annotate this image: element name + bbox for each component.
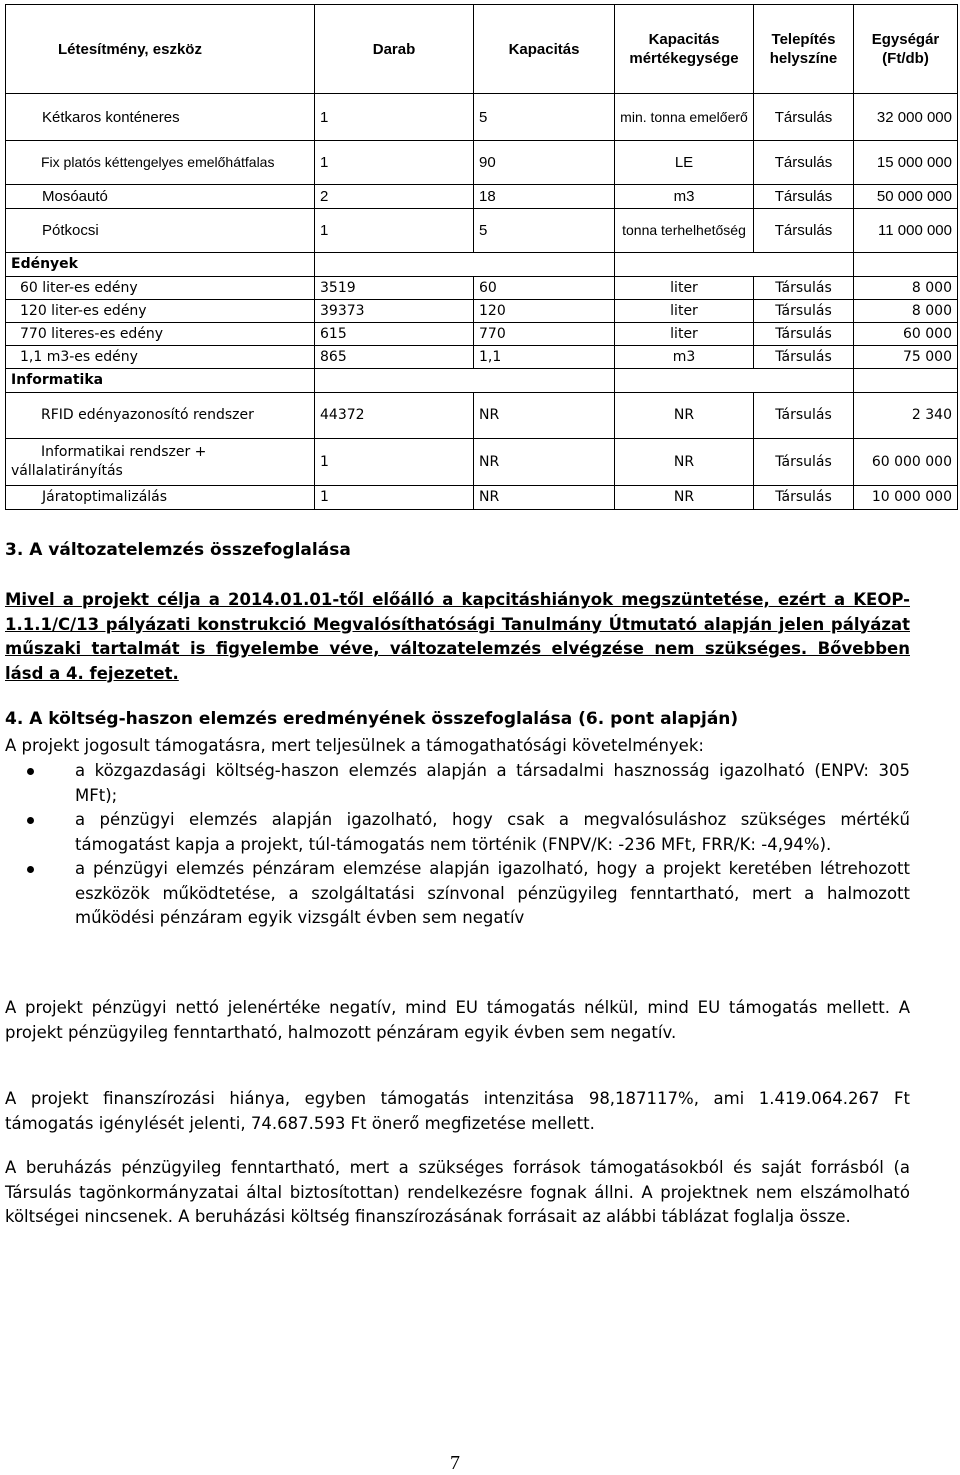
table-row <box>6 141 958 185</box>
cell-unit: NR <box>615 486 754 510</box>
empty-cell <box>854 369 958 393</box>
cell-cap: 18 <box>474 185 615 209</box>
empty-cell <box>315 369 615 393</box>
cell-price: 15 000 000 <box>854 141 958 185</box>
paragraph-npv: A projekt pénzügyi nettó jelenértéke negatív, mind EU támogatás nélkül, mind EU támogatás mellett. A projekt pénzügyileg fenntartható, halmozott pénzáram egyik évben sem negatív. <box>5 998 910 1042</box>
group-row-edenyek <box>6 253 958 277</box>
cell-site: Társulás <box>754 439 854 486</box>
cell-name: Kétkaros konténeres <box>6 94 315 141</box>
equipment-table <box>5 4 958 510</box>
paragraph-sustainability: A beruházás pénzügyileg fenntartható, mert a szükséges források támogatásokból és saját forrásból (a Társulás tagönkormányzatai által biztosítottan) rendelkezésre fognak állni. A projektnek nem elszámolható költségei nincsenek. A beruházási költség finanszírozásának forrásait az alábbi táblázat foglalja össze. <box>5 1158 910 1226</box>
cell-cap: NR <box>474 439 615 486</box>
cell-unit: LE <box>615 141 754 185</box>
list-item: a pénzügyi elemzés alapján igazolható, hogy csak a megvalósuláshoz szükséges mértékű támogatást kapja a projekt, túl-támogatás nem történik (FNPV/K: -236 MFt, FRR/K: -4,94%). <box>5 808 910 857</box>
cell-site: Társulás <box>754 346 854 369</box>
paragraph-financing: A projekt finanszírozási hiánya, egyben támogatás intenzitása 98,187117%, ami 1.419.064.267 Ft támogatás igénylését jelenti, 74.687.593 Ft önerő megfizetése mellett. <box>5 1089 910 1133</box>
table-row <box>6 486 958 510</box>
cell-price: 2 340 <box>854 393 958 439</box>
cell-site: Társulás <box>754 94 854 141</box>
cell-qty: 865 <box>315 346 474 369</box>
cell-name: Fix platós kéttengelyes emelőhátfalas <box>6 141 315 185</box>
cell-name: 120 liter-es edény <box>6 300 315 323</box>
cell-name: Pótkocsi <box>6 209 315 253</box>
cell-cap: 120 <box>474 300 615 323</box>
cell-price: 10 000 000 <box>854 486 958 510</box>
table-row <box>6 300 958 323</box>
header-cell: Kapacitás mértékegysége <box>615 5 754 94</box>
criteria-list <box>5 759 910 931</box>
section-4-intro: A projekt jogosult támogatásra, mert teljesülnek a támogathatósági követelmények: <box>5 736 704 755</box>
header-cell: Telepítés helyszíne <box>754 5 854 94</box>
table-row <box>6 94 958 141</box>
table-row <box>6 185 958 209</box>
group-label: Edények <box>6 253 315 277</box>
cell-cap: NR <box>474 486 615 510</box>
cell-site: Társulás <box>754 209 854 253</box>
table-row <box>6 277 958 300</box>
list-item: a közgazdasági költség-haszon elemzés alapján a társadalmi hasznosság igazolható (ENPV: 305 MFt); <box>5 759 910 808</box>
cell-qty: 3519 <box>315 277 474 300</box>
table-row <box>6 323 958 346</box>
cell-unit: m3 <box>615 185 754 209</box>
cell-unit: m3 <box>615 346 754 369</box>
cell-cap: NR <box>474 393 615 439</box>
cell-qty: 1 <box>315 486 474 510</box>
cell-cap: 90 <box>474 141 615 185</box>
empty-cell <box>615 253 854 277</box>
table-header-row <box>6 5 958 94</box>
cell-unit: liter <box>615 277 754 300</box>
cell-site: Társulás <box>754 185 854 209</box>
cell-name: RFID edényazonosító rendszer <box>6 393 315 439</box>
cell-unit: NR <box>615 439 754 486</box>
section-3-heading: 3. A változatelemzés összefoglalása <box>5 540 351 560</box>
cell-site: Társulás <box>754 393 854 439</box>
cell-price: 8 000 <box>854 277 958 300</box>
header-cell: Egységár (Ft/db) <box>854 5 958 94</box>
group-label: Informatika <box>6 369 315 393</box>
empty-cell <box>315 253 615 277</box>
page-number: 7 <box>450 1452 460 1474</box>
cell-name: Informatikai rendszer + vállalatirányítás <box>6 439 315 486</box>
cell-price: 60 000 000 <box>854 439 958 486</box>
empty-cell <box>615 369 854 393</box>
cell-qty: 1 <box>315 141 474 185</box>
cell-site: Társulás <box>754 300 854 323</box>
cell-name: Mosóautó <box>6 185 315 209</box>
cell-site: Társulás <box>754 141 854 185</box>
section-3-text: Mivel a projekt célja a 2014.01.01-től előálló a kapcitáshiányok megszüntetése, ezért a KEOP-1.1.1/C/13 pályázati konstrukció Megvalósíthatósági Tanulmány Útmutató alapján jelen pályázat műszaki tartalmát is figyelembe véve, változatelemzés elvégzése nem szükséges. Bővebben lásd a 4. fejezetet. <box>5 590 910 683</box>
header-cell: Létesítmény, eszköz <box>6 5 315 94</box>
cell-price: 32 000 000 <box>854 94 958 141</box>
cell-qty: 44372 <box>315 393 474 439</box>
empty-cell <box>854 253 958 277</box>
table-row <box>6 209 958 253</box>
cell-cap: 770 <box>474 323 615 346</box>
cell-name: 1,1 m3-es edény <box>6 346 315 369</box>
cell-site: Társulás <box>754 323 854 346</box>
bullet-icon <box>27 866 34 873</box>
bullet-icon <box>27 817 34 824</box>
cell-cap: 60 <box>474 277 615 300</box>
cell-cap: 1,1 <box>474 346 615 369</box>
cell-price: 8 000 <box>854 300 958 323</box>
cell-name: 770 literes-es edény <box>6 323 315 346</box>
cell-unit: liter <box>615 300 754 323</box>
cell-qty: 615 <box>315 323 474 346</box>
cell-name: Járatoptimalizálás <box>6 486 315 510</box>
cell-name: 60 liter-es edény <box>6 277 315 300</box>
cell-qty: 2 <box>315 185 474 209</box>
section-4-heading: 4. A költség-haszon elemzés eredményének összefoglalása (6. pont alapján) <box>5 709 739 729</box>
table-row <box>6 439 958 486</box>
cell-site: Társulás <box>754 277 854 300</box>
cell-unit: min. tonna emelőerő <box>615 94 754 141</box>
cell-qty: 1 <box>315 439 474 486</box>
cell-price: 60 000 <box>854 323 958 346</box>
cell-cap: 5 <box>474 94 615 141</box>
cell-qty: 1 <box>315 209 474 253</box>
cell-price: 11 000 000 <box>854 209 958 253</box>
cell-qty: 39373 <box>315 300 474 323</box>
group-row-informatika <box>6 369 958 393</box>
cell-price: 75 000 <box>854 346 958 369</box>
cell-unit: tonna terhelhetőség <box>615 209 754 253</box>
header-cell: Darab <box>315 5 474 94</box>
table-row <box>6 393 958 439</box>
header-cell: Kapacitás <box>474 5 615 94</box>
list-item: a pénzügyi elemzés pénzáram elemzése alapján igazolható, hogy a projekt keretében létrehozott eszközök működtetése, a szolgáltatási színvonal pénzügyileg fenntartható, mert a halmozott működési pénzáram egyik vizsgált évben sem negatív <box>5 857 910 931</box>
cell-unit: liter <box>615 323 754 346</box>
cell-qty: 1 <box>315 94 474 141</box>
cell-site: Társulás <box>754 486 854 510</box>
bullet-icon <box>27 768 34 775</box>
cell-price: 50 000 000 <box>854 185 958 209</box>
cell-unit: NR <box>615 393 754 439</box>
cell-cap: 5 <box>474 209 615 253</box>
table-row <box>6 346 958 369</box>
